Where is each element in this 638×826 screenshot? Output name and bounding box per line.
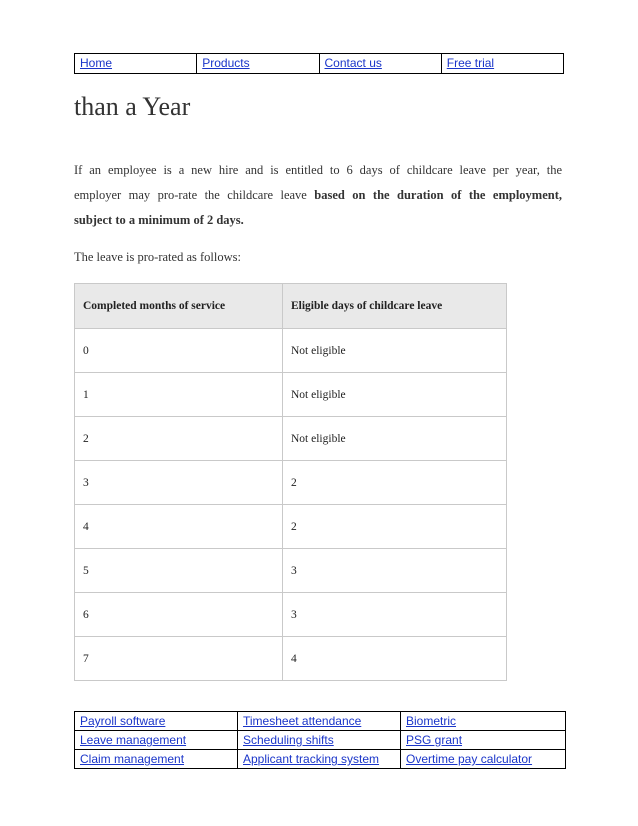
footer-link-psg-grant[interactable]: PSG grant [406,733,463,747]
paragraph-line-2 [74,183,562,208]
months-cell: 3 [75,461,283,505]
footer-cell [75,731,238,750]
footer-link-leave-management[interactable]: Leave management [80,733,187,747]
table-row [75,505,507,549]
months-cell: 7 [75,637,283,681]
table-row [75,373,507,417]
table-header-row [75,284,507,329]
paragraph-line-3-bold: subject to a minimum of 2 days. [74,213,244,227]
footer-cell [238,712,401,731]
days-cell: 2 [283,461,507,505]
nav-cell-contact [319,54,441,74]
footer-link-scheduling-shifts[interactable]: Scheduling shifts [243,733,334,747]
footer-cell [238,731,401,750]
footer-cell [75,750,238,769]
table-row [75,549,507,593]
footer-row [75,750,566,769]
footer-row [75,712,566,731]
footer-row [75,731,566,750]
footer-links [74,711,566,769]
paragraph-line-3 [74,208,562,233]
footer-cell [401,750,566,769]
header-eligible-days: Eligible days of childcare leave [283,284,507,329]
days-cell: Not eligible [283,329,507,373]
nav-cell-products [197,54,319,74]
footer-link-applicant-tracking[interactable]: Applicant tracking system [243,752,380,766]
pro-rate-table [74,283,507,681]
days-cell: Not eligible [283,373,507,417]
nav-link-contact-us[interactable]: Contact us [324,56,382,70]
months-cell: 5 [75,549,283,593]
paragraph-line-2-text: employer may pro-rate the childcare leave [74,188,315,202]
section-heading: than a Year [74,92,191,121]
table-row [75,461,507,505]
table-intro-text: The leave is pro-rated as follows: [74,250,241,264]
table-row [75,637,507,681]
top-nav-row [75,54,564,74]
footer-link-overtime-pay-calculator[interactable]: Overtime pay calculator [406,752,533,766]
months-cell: 4 [75,505,283,549]
months-cell: 0 [75,329,283,373]
footer-cell [401,731,566,750]
nav-cell-home [75,54,197,74]
nav-link-products[interactable]: Products [202,56,250,70]
months-cell: 2 [75,417,283,461]
footer-cell [238,750,401,769]
header-months-of-service: Completed months of service [75,284,283,329]
nav-link-home[interactable]: Home [80,56,113,70]
table-row [75,329,507,373]
footer-link-payroll-software[interactable]: Payroll software [80,714,166,728]
months-cell: 1 [75,373,283,417]
table-row [75,593,507,637]
paragraph-line-2-bold: based on the duration of the employment, [314,188,562,202]
days-cell: 4 [283,637,507,681]
footer-cell [401,712,566,731]
top-nav [74,53,564,74]
footer-cell [75,712,238,731]
days-cell: 3 [283,593,507,637]
days-cell: 3 [283,549,507,593]
nav-cell-free-trial [441,54,563,74]
footer-link-biometric[interactable]: Biometric [406,714,457,728]
leave-description-paragraph [74,158,562,233]
nav-link-free-trial[interactable]: Free trial [446,56,495,70]
paragraph-line-1: If an employee is a new hire and is entitled to 6 days of childcare leave per year, the [74,163,562,177]
months-cell: 6 [75,593,283,637]
days-cell: 2 [283,505,507,549]
days-cell: Not eligible [283,417,507,461]
footer-link-timesheet-attendance[interactable]: Timesheet attendance [243,714,362,728]
footer-link-claim-management[interactable]: Claim management [80,752,185,766]
table-row [75,417,507,461]
